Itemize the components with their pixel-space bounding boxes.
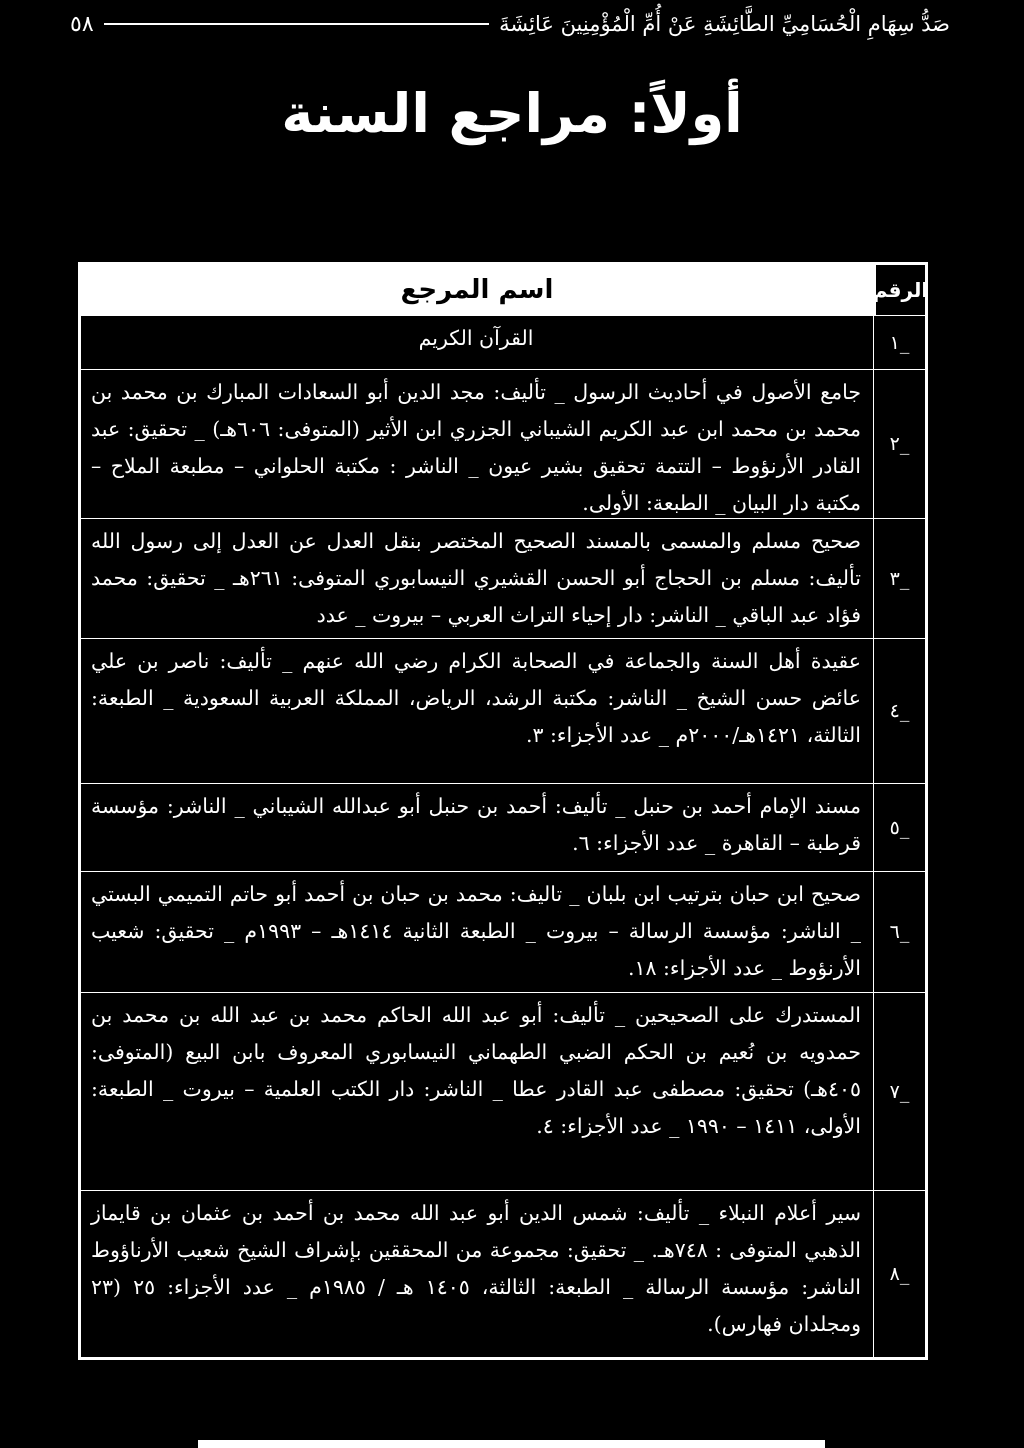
reference-text: صحيح مسلم والمسمى بالمسند الصحيح المختصر بنقل العدل عن العدل إلى رسول الله تأليف: مسلم بن الحجاج أبو الحسن القشيري النيسابوري المتوفى: ٢٦١هـ _ تحقيق: محمد فؤاد عبد الباقي _ الناشر: دار إحياء التراث العربي – بيروت _ عدد <box>91 529 861 627</box>
table-row <box>81 783 925 871</box>
reference-text: المستدرك على الصحيحين _ تأليف: أبو عبد الله الحاكم محمد بن عبد الله بن محمد بن حمدويه بن نُعيم بن الحكم الضبي الطهماني النيسابوري المعروف بابن البيع (المتوفى: ٤٠٥هـ) تحقيق: مصطفى عبد القادر عطا _ الناشر: دار الكتب العلمية – بيروت _ الطبعة: الأولى، ١٤١١ – ١٩٩٠ _ عدد الأجزاء: ٤. <box>91 1003 861 1138</box>
row-number: _٧ <box>873 993 925 1190</box>
footer-bar <box>198 1440 825 1448</box>
reference-text: صحيح ابن حبان بترتيب ابن بلبان _ تاليف: محمد بن حبان بن أحمد أبو حاتم التميمي البستي _ الناشر: مؤسسة الرسالة – بيروت _ الطبعة الثانية ١٤١٤هـ – ١٩٩٣م _ تحقيق: شعيب الأرنؤوط _ عدد الأجزاء: ١٨. <box>91 882 861 980</box>
running-header <box>70 6 950 42</box>
table-row <box>81 369 925 518</box>
row-number: _٦ <box>873 872 925 992</box>
number-column-header: الرقم <box>873 265 925 315</box>
table-row <box>81 518 925 638</box>
reference-column-header: اسم المرجع <box>81 265 873 315</box>
reference-text: سير أعلام النبلاء _ تأليف: شمس الدين أبو عبد الله محمد بن أحمد بن عثمان بن قايماز الذهبي المتوفى : ٧٤٨هـ. _ تحقيق: مجموعة من المحققين بإشراف الشيخ شعيب الأرناؤوط الناشر: مؤسسة الرسالة _ الطبعة: الثالثة، ١٤٠٥ هـ / ١٩٨٥م _ عدد الأجزاء: ٢٥ (٢٣ ومجلدان فهارس). <box>91 1201 862 1336</box>
reference-text: جامع الأصول في أحاديث الرسول _ تأليف: مجد الدين أبو السعادات المبارك بن محمد بن محمد بن محمد ابن عبد الكريم الشيباني الجزري ابن الأثير (المتوفى: ٦٠٦هـ) _ تحقيق: عبد القادر الأرنؤوط – التتمة تحقيق بشير عيون _ الناشر : مكتبة الحلواني – مطبعة الملاح – مكتبة دار البيان _ الطبعة: الأولى. <box>91 380 862 515</box>
reference-text: القرآن الكريم <box>418 326 534 350</box>
reference-text: مسند الإمام أحمد بن حنبل _ تأليف: أحمد بن حنبل أبو عبدالله الشيباني _ الناشر: مؤسسة قرطبة – القاهرة _ عدد الأجزاء: ٦. <box>91 794 861 855</box>
row-number: _٤ <box>873 639 925 783</box>
table-row <box>81 1190 925 1357</box>
table-row <box>81 871 925 992</box>
row-number: _١ <box>873 316 925 369</box>
page-number: ٥٨ <box>70 11 94 37</box>
row-number: _٢ <box>873 370 925 518</box>
table-row <box>81 992 925 1190</box>
header-rule <box>104 23 489 25</box>
table-header <box>81 265 929 315</box>
row-number: _٣ <box>873 519 925 638</box>
table-row <box>81 638 925 783</box>
references-table <box>78 262 928 1360</box>
book-title: صَدُّ سِهَامِ الْحُسَامِيِّ الطَّائِشَةِ عَنْ أُمِّ الْمُؤْمِنِينَ عَائِشَةَ <box>499 12 950 36</box>
section-heading: أولاً: مراجع السنة <box>281 82 743 145</box>
table-row <box>81 315 925 369</box>
row-number: _٨ <box>873 1191 925 1357</box>
row-number: _٥ <box>873 784 925 871</box>
reference-text: عقيدة أهل السنة والجماعة في الصحابة الكرام رضي الله عنهم _ تأليف: ناصر بن علي عائض حسن الشيخ _ الناشر: مكتبة الرشد، الرياض، المملكة العربية السعودية _ الطبعة: الثالثة، ١٤٢١هـ/٢٠٠٠م _ عدد الأجزاء: ٣. <box>91 649 861 747</box>
